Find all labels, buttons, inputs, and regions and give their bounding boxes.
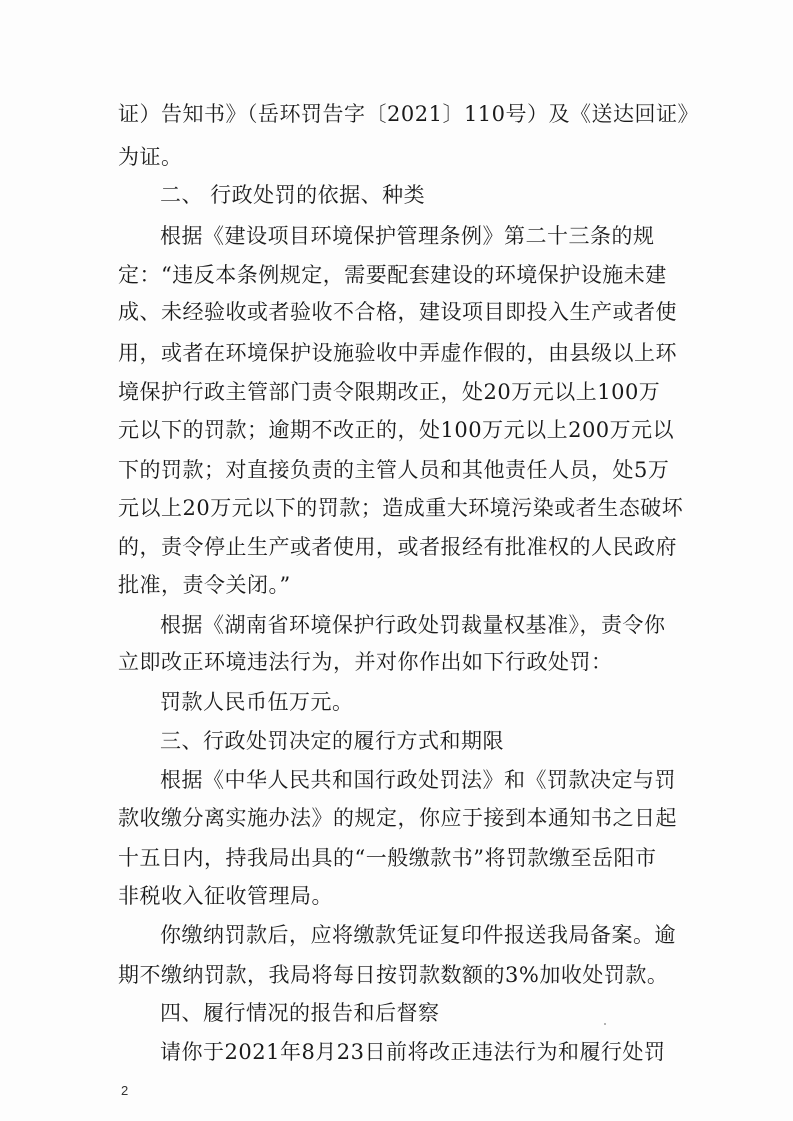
section-heading-basis: 二、 行政处罚的依据、种类 (160, 183, 426, 207)
scan-speck (604, 1023, 606, 1025)
body-text-line: 款收缴分离实施办法》的规定，你应于接到本通知书之日起 (118, 806, 677, 830)
body-text-line: 为证。 (118, 145, 183, 169)
body-text-line: 根据《建设项目环境保护管理条例》第二十三条的规 (160, 224, 655, 248)
page-number: 2 (121, 1083, 129, 1098)
body-text-line: 定：“违反本条例规定，需要配套建设的环境保护设施未建 (118, 263, 667, 287)
body-text-line: 的，责令停止生产或者使用，或者报经有批准权的人民政府 (118, 535, 677, 559)
body-text-line: 下的罚款；对直接负责的主管人员和其他责任人员，处5万 (118, 458, 670, 482)
body-text-line: 成、未经验收或者验收不合格，建设项目即投入生产或者使 (118, 300, 677, 324)
body-text-line: 境保护行政主管部门责令限期改正，处20万元以上100万 (118, 380, 661, 404)
body-text-line: 证）告知书》（岳环罚告字〔2021〕110号）及《送达回证》 (118, 102, 700, 126)
body-text-line: 根据《中华人民共和国行政处罚法》和《罚款决定与罚 (160, 768, 676, 792)
body-text-line: 元以上20万元以下的罚款；造成重大环境污染或者生态破坏 (118, 496, 684, 520)
penalty-amount: 罚款人民币伍万元。 (160, 690, 354, 714)
body-text-line: 元以下的罚款；逾期不改正的，处100万元以上200万元以 (118, 418, 675, 442)
body-text-line: 十五日内，持我局出具的“一般缴款书”将罚款缴至岳阳市 (118, 846, 657, 870)
body-text-line: 立即改正环境违法行为，并对你作出如下行政处罚： (118, 650, 613, 674)
body-text-line: 批准，责令关闭。” (118, 573, 291, 597)
body-text-line: 用，或者在环境保护设施验收中弄虚作假的，由县级以上环 (118, 341, 677, 365)
body-text-line: 根据《湖南省环境保护行政处罚裁量权基准》，责令你 (160, 613, 666, 637)
body-text-line: 期不缴纳罚款，我局将每日按罚款数额的3%加收处罚款。 (118, 963, 669, 987)
body-text-line: 非税收入征收管理局。 (118, 884, 333, 908)
section-heading-report: 四、履行情况的报告和后督察 (160, 1001, 440, 1025)
section-heading-method: 三、行政处罚决定的履行方式和期限 (160, 729, 504, 753)
body-text-line: 请你于2021年8月23日前将改正违法行为和履行处罚 (160, 1040, 666, 1064)
body-text-line: 你缴纳罚款后，应将缴款凭证复印件报送我局备案。逾 (160, 923, 676, 947)
